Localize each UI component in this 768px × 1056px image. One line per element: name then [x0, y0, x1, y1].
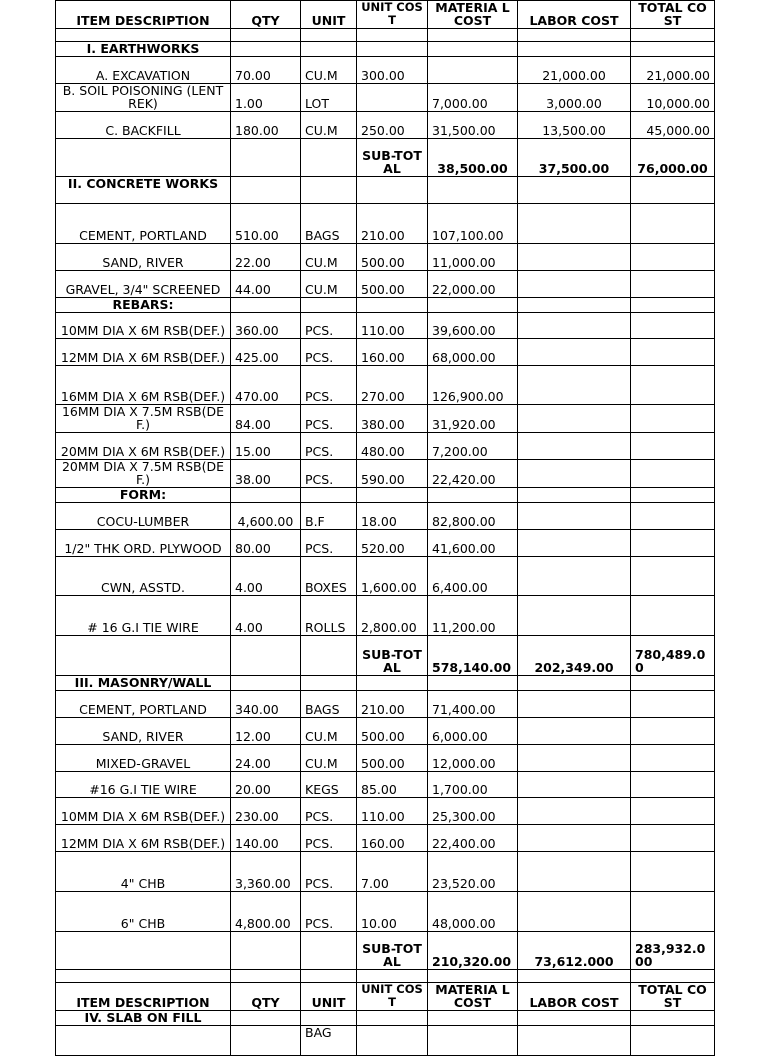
header-item-description: ITEM DESCRIPTION [56, 1, 231, 29]
item-unit-cost: 380.00 [357, 405, 428, 433]
table-row [56, 892, 715, 932]
item-description: 20MM DIA X 6M RSB(DEF.) [56, 433, 231, 460]
subtotal-labor-cost: 37,500.00 [518, 139, 631, 177]
item-material-cost: 7,200.00 [428, 433, 518, 460]
item-material-cost: 22,400.00 [428, 825, 518, 852]
item-description: A. EXCAVATION [56, 57, 231, 84]
item-description: CWN, ASSTD. [56, 557, 231, 596]
section-earthworks: I. EARTHWORKS [56, 42, 231, 57]
item-qty: 20.00 [231, 772, 301, 798]
item-description: 4" CHB [56, 852, 231, 892]
table-row [56, 433, 715, 460]
item-material-cost: 82,800.00 [428, 503, 518, 530]
subtotal-labor-cost: 73,612.000 [518, 932, 631, 970]
item-description: CEMENT, PORTLAND [56, 204, 231, 244]
table-row [56, 313, 715, 339]
item-qty: 470.00 [231, 366, 301, 405]
item-qty: 3,360.00 [231, 852, 301, 892]
item-unit-cost: 1,600.00 [357, 557, 428, 596]
table-row [56, 718, 715, 745]
section-form: FORM: [56, 488, 231, 503]
subtotal-row [56, 139, 715, 177]
item-qty: 38.00 [231, 460, 301, 488]
table-row [56, 366, 715, 405]
subtotal-total-cost: 76,000.00 [631, 139, 715, 177]
item-unit-cost: 270.00 [357, 366, 428, 405]
item-description: # 16 G.I TIE WIRE [56, 596, 231, 636]
item-qty: 70.00 [231, 57, 301, 84]
item-unit-cost: 2,800.00 [357, 596, 428, 636]
item-unit: BAGS [301, 691, 357, 718]
subtotal-labor-cost: 202,349.00 [518, 636, 631, 676]
item-material-cost: 7,000.00 [428, 84, 518, 112]
item-description: 1/2" THK ORD. PLYWOOD [56, 530, 231, 557]
section-masonry-wall: III. MASONRY/WALL [56, 676, 231, 691]
table-row [56, 84, 715, 112]
item-material-cost: 41,600.00 [428, 530, 518, 557]
item-unit: PCS. [301, 339, 357, 366]
item-unit-cost: 520.00 [357, 530, 428, 557]
item-qty: 4,600.00 [231, 503, 301, 530]
item-material-cost: 71,400.00 [428, 691, 518, 718]
table-row [56, 204, 715, 244]
item-unit-cost: 210.00 [357, 691, 428, 718]
header-item-description: ITEM DESCRIPTION [56, 983, 231, 1011]
table-row [56, 405, 715, 433]
item-description: 16MM DIA X 7.5M RSB(DEF.) [56, 405, 231, 433]
item-description: 16MM DIA X 6M RSB(DEF.) [56, 366, 231, 405]
item-qty: 140.00 [231, 825, 301, 852]
item-unit-cost: 500.00 [357, 271, 428, 298]
item-qty: 360.00 [231, 313, 301, 339]
item-unit-cost: 500.00 [357, 718, 428, 745]
item-material-cost: 39,600.00 [428, 313, 518, 339]
header-labor-cost: LABOR COST [518, 983, 631, 1011]
table-row [56, 530, 715, 557]
table-row [56, 745, 715, 772]
item-qty: 180.00 [231, 112, 301, 139]
item-qty: 510.00 [231, 204, 301, 244]
section-row [56, 298, 715, 313]
section-rebars: REBARS: [56, 298, 231, 313]
item-qty: 4,800.00 [231, 892, 301, 932]
item-description: CEMENT, PORTLAND [56, 691, 231, 718]
item-material-cost: 48,000.00 [428, 892, 518, 932]
item-material-cost: 126,900.00 [428, 366, 518, 405]
item-unit-cost: 210.00 [357, 204, 428, 244]
item-total-cost: 45,000.00 [631, 112, 715, 139]
item-unit: PCS. [301, 852, 357, 892]
item-unit: ROLLS [301, 596, 357, 636]
item-qty: 44.00 [231, 271, 301, 298]
subtotal-material-cost: 578,140.00 [428, 636, 518, 676]
item-material-cost: 12,000.00 [428, 745, 518, 772]
spacer-row [56, 29, 715, 42]
header-row [56, 1, 715, 29]
subtotal-total-cost: 283,932.000 [631, 932, 715, 970]
table-row [56, 339, 715, 366]
table-row [56, 596, 715, 636]
item-unit-cost: 250.00 [357, 112, 428, 139]
item-unit-cost [357, 84, 428, 112]
item-description: SAND, RIVER [56, 718, 231, 745]
item-unit-cost: 500.00 [357, 745, 428, 772]
table-row [56, 57, 715, 84]
section-row [56, 488, 715, 503]
item-unit: PCS. [301, 530, 357, 557]
header-labor-cost: LABOR COST [518, 1, 631, 29]
item-unit-cost: 85.00 [357, 772, 428, 798]
item-qty: 24.00 [231, 745, 301, 772]
item-unit: PCS. [301, 313, 357, 339]
item-unit-cost: 110.00 [357, 798, 428, 825]
section-row [56, 676, 715, 691]
item-total-cost: 10,000.00 [631, 84, 715, 112]
table-row [56, 557, 715, 596]
item-unit-cost: 160.00 [357, 339, 428, 366]
section-row [56, 177, 715, 204]
item-material-cost: 23,520.00 [428, 852, 518, 892]
table-row [56, 112, 715, 139]
item-description: 20MM DIA X 7.5M RSB(DEF.) [56, 460, 231, 488]
subtotal-row [56, 636, 715, 676]
item-unit: LOT [301, 84, 357, 112]
item-description: B. SOIL POISONING (LENTREK) [56, 84, 231, 112]
item-unit: PCS. [301, 433, 357, 460]
section-concrete-works: II. CONCRETE WORKS [56, 177, 231, 204]
item-unit-cost: 480.00 [357, 433, 428, 460]
item-description: COCU-LUMBER [56, 503, 231, 530]
item-material-cost: 22,000.00 [428, 271, 518, 298]
header-material-cost: MATERIA L COST [428, 1, 518, 29]
item-unit: PCS. [301, 460, 357, 488]
table-row [56, 772, 715, 798]
item-description: 12MM DIA X 6M RSB(DEF.) [56, 339, 231, 366]
item-unit: PCS. [301, 405, 357, 433]
header-unit: UNIT [301, 1, 357, 29]
item-labor-cost: 21,000.00 [518, 57, 631, 84]
item-unit: CU.M [301, 745, 357, 772]
item-qty: 22.00 [231, 244, 301, 271]
item-unit: BOXES [301, 557, 357, 596]
table-row [56, 460, 715, 488]
subtotal-label: SUB-TOTAL [357, 636, 428, 676]
section-slab-on-fill: IV. SLAB ON FILL [56, 1011, 231, 1026]
item-qty: 15.00 [231, 433, 301, 460]
item-qty: 1.00 [231, 84, 301, 112]
item-unit-cost: 18.00 [357, 503, 428, 530]
item-material-cost: 11,000.00 [428, 244, 518, 271]
item-total-cost: 21,000.00 [631, 57, 715, 84]
table-row [56, 503, 715, 530]
item-material-cost: 11,200.00 [428, 596, 518, 636]
item-unit: BAGS [301, 204, 357, 244]
item-material-cost: 107,100.00 [428, 204, 518, 244]
table-row [56, 825, 715, 852]
cost-estimate-table [55, 0, 715, 1056]
item-unit-cost: 500.00 [357, 244, 428, 271]
item-unit-cost: 10.00 [357, 892, 428, 932]
item-unit: B.F [301, 503, 357, 530]
item-description: C. BACKFILL [56, 112, 231, 139]
item-unit: PCS. [301, 366, 357, 405]
item-material-cost: 6,400.00 [428, 557, 518, 596]
item-unit-cost: 590.00 [357, 460, 428, 488]
item-description: SAND, RIVER [56, 244, 231, 271]
item-qty: 80.00 [231, 530, 301, 557]
item-description: 10MM DIA X 6M RSB(DEF.) [56, 313, 231, 339]
item-unit: PCS. [301, 798, 357, 825]
table-row [56, 798, 715, 825]
table-row [56, 1026, 715, 1056]
item-material-cost: 68,000.00 [428, 339, 518, 366]
spacer-row [56, 970, 715, 983]
item-description: MIXED-GRAVEL [56, 745, 231, 772]
item-labor-cost: 3,000.00 [518, 84, 631, 112]
item-qty: 12.00 [231, 718, 301, 745]
header-row [56, 983, 715, 1011]
item-qty: 4.00 [231, 557, 301, 596]
item-description: 12MM DIA X 6M RSB(DEF.) [56, 825, 231, 852]
item-unit: PCS. [301, 892, 357, 932]
item-material-cost: 25,300.00 [428, 798, 518, 825]
item-unit: CU.M [301, 718, 357, 745]
item-material-cost: 31,500.00 [428, 112, 518, 139]
item-unit-cost: 300.00 [357, 57, 428, 84]
item-unit: BAG [301, 1026, 357, 1056]
item-description: GRAVEL, 3/4" SCREENED [56, 271, 231, 298]
item-unit-cost: 160.00 [357, 825, 428, 852]
item-qty: 230.00 [231, 798, 301, 825]
subtotal-total-cost: 780,489.00 [631, 636, 715, 676]
item-material-cost: 1,700.00 [428, 772, 518, 798]
table-row [56, 271, 715, 298]
header-unit: UNIT [301, 983, 357, 1011]
item-unit: KEGS [301, 772, 357, 798]
subtotal-label: SUB-TOTAL [357, 932, 428, 970]
item-material-cost: 6,000.00 [428, 718, 518, 745]
header-qty: QTY [231, 1, 301, 29]
header-unit-cost: UNIT COST [357, 983, 428, 1011]
table-row [56, 852, 715, 892]
table-row [56, 691, 715, 718]
section-row [56, 1011, 715, 1026]
header-total-cost: TOTAL COST [631, 983, 715, 1011]
item-unit: CU.M [301, 57, 357, 84]
section-row [56, 42, 715, 57]
item-material-cost: 22,420.00 [428, 460, 518, 488]
item-qty: 425.00 [231, 339, 301, 366]
header-total-cost: TOTAL COST [631, 1, 715, 29]
item-description: #16 G.I TIE WIRE [56, 772, 231, 798]
item-labor-cost: 13,500.00 [518, 112, 631, 139]
item-description: 10MM DIA X 6M RSB(DEF.) [56, 798, 231, 825]
subtotal-row [56, 932, 715, 970]
item-material-cost [428, 57, 518, 84]
subtotal-label: SUB-TOTAL [357, 139, 428, 177]
subtotal-material-cost: 38,500.00 [428, 139, 518, 177]
header-qty: QTY [231, 983, 301, 1011]
header-unit-cost: UNIT COST [357, 1, 428, 29]
subtotal-material-cost: 210,320.00 [428, 932, 518, 970]
item-unit: PCS. [301, 825, 357, 852]
item-unit: CU.M [301, 244, 357, 271]
item-unit-cost: 7.00 [357, 852, 428, 892]
item-qty: 84.00 [231, 405, 301, 433]
item-unit: CU.M [301, 112, 357, 139]
item-qty: 340.00 [231, 691, 301, 718]
item-description: 6" CHB [56, 892, 231, 932]
item-material-cost: 31,920.00 [428, 405, 518, 433]
item-unit-cost: 110.00 [357, 313, 428, 339]
header-material-cost: MATERIA L COST [428, 983, 518, 1011]
item-unit: CU.M [301, 271, 357, 298]
table-row [56, 244, 715, 271]
item-qty: 4.00 [231, 596, 301, 636]
